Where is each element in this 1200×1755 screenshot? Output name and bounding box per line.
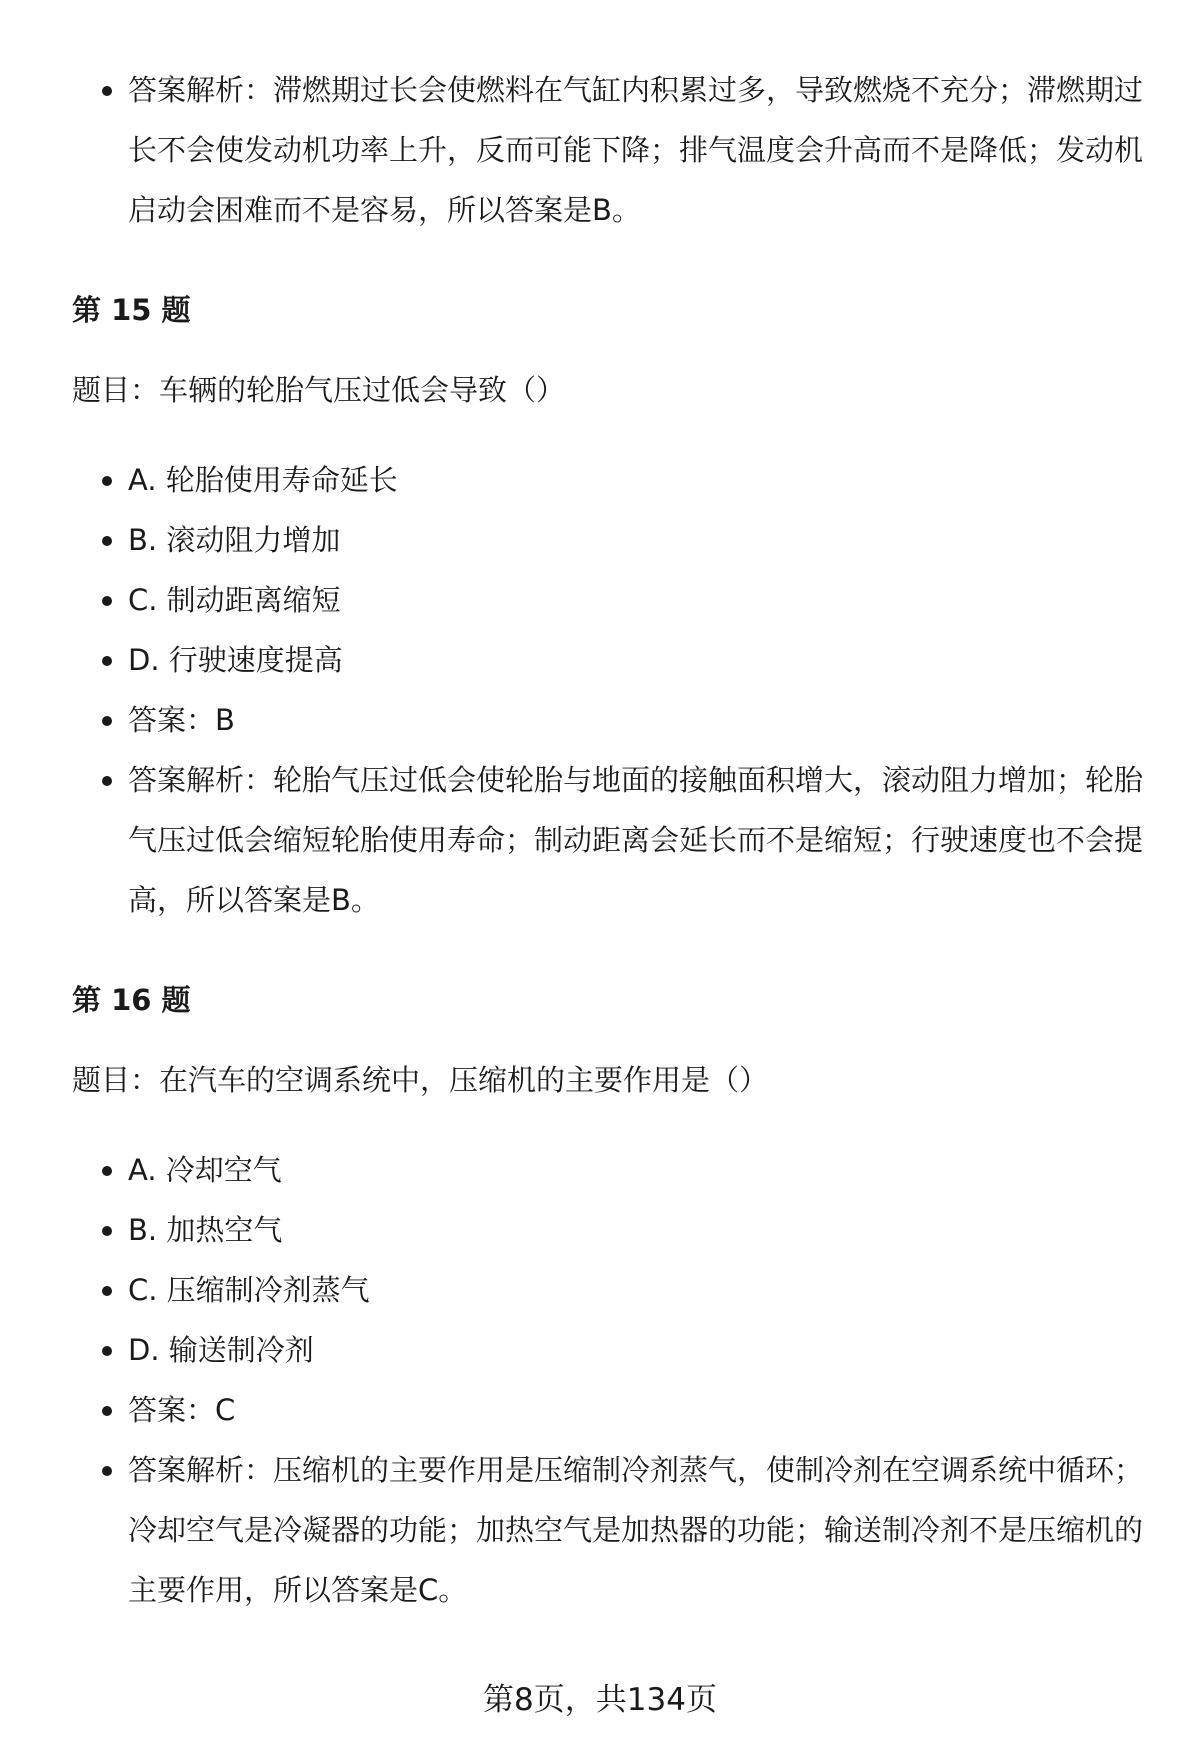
option-c: C. 压缩制冷剂蒸气 bbox=[72, 1260, 1147, 1320]
question-text: 题目：车辆的轮胎气压过低会导致（） bbox=[72, 373, 566, 407]
explanation-item: 答案解析：轮胎气压过低会使轮胎与地面的接触面积增大，滚动阻力增加；轮胎气压过低会缩短轮胎使用寿命；制动距离会延长而不是缩短；行驶速度也不会提高，所以答案是B。 bbox=[72, 750, 1147, 930]
option-a: A. 轮胎使用寿命延长 bbox=[72, 450, 1147, 510]
option-c: C. 制动距离缩短 bbox=[72, 570, 1147, 630]
question-heading: 第 15 题 bbox=[72, 293, 191, 327]
options-list bbox=[72, 1140, 1147, 1620]
question-text: 题目：在汽车的空调系统中，压缩机的主要作用是（） bbox=[72, 1063, 769, 1097]
page-content bbox=[72, 60, 1147, 1620]
answer-item: 答案：B bbox=[72, 690, 1147, 750]
option-b: B. 加热空气 bbox=[72, 1200, 1147, 1260]
option-d: D. 输送制冷剂 bbox=[72, 1320, 1147, 1380]
explanation-item: 答案解析：压缩机的主要作用是压缩制冷剂蒸气，使制冷剂在空调系统中循环；冷却空气是冷凝器的功能；加热空气是加热器的功能；输送制冷剂不是压缩机的主要作用，所以答案是C。 bbox=[72, 1440, 1147, 1620]
options-list bbox=[72, 450, 1147, 930]
explanation-item: 答案解析：滞燃期过长会使燃料在气缸内积累过多，导致燃烧不充分；滞燃期过长不会使发动机功率上升，反而可能下降；排气温度会升高而不是降低；发动机启动会困难而不是容易，所以答案是B。 bbox=[72, 60, 1147, 240]
option-a: A. 冷却空气 bbox=[72, 1140, 1147, 1200]
prev-question-list bbox=[72, 60, 1147, 240]
answer-item: 答案：C bbox=[72, 1380, 1147, 1440]
question-block bbox=[72, 290, 1147, 930]
option-b: B. 滚动阻力增加 bbox=[72, 510, 1147, 570]
question-block bbox=[72, 980, 1147, 1620]
option-d: D. 行驶速度提高 bbox=[72, 630, 1147, 690]
page-number: 第8页，共134页 bbox=[483, 1682, 717, 1718]
question-heading: 第 16 题 bbox=[72, 983, 191, 1017]
